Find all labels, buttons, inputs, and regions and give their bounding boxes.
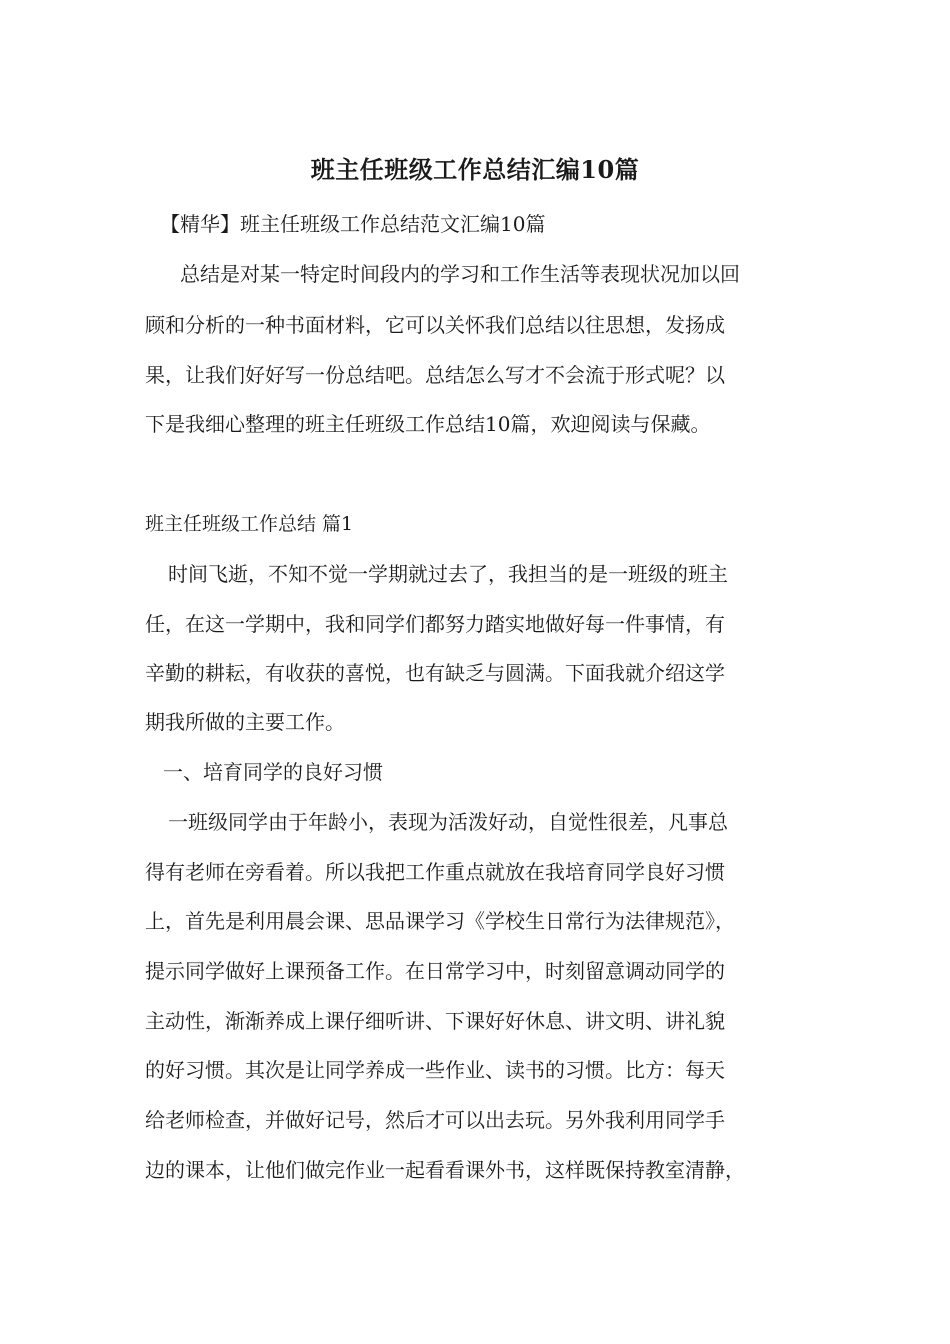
document-title: 班主任班级工作总结汇编10篇 <box>310 155 640 184</box>
section-paragraph-line: 时间飞逝，不知不觉一学期就过去了，我担当的是一班级的班主 <box>168 562 728 586</box>
body-line: 主动性，渐渐养成上课仔细听讲、下课好好休息、讲文明、讲礼貌 <box>145 1009 725 1033</box>
body-line: 一班级同学由于年龄小，表现为活泼好动，自觉性很差，凡事总 <box>168 810 728 834</box>
subheading: 一、培育同学的良好习惯 <box>163 760 383 784</box>
intro-line: 总结是对某一特定时间段内的学习和工作生活等表现状况加以回 <box>180 262 740 286</box>
body-line: 给老师检查，并做好记号，然后才可以出去玩。另外我利用同学手 <box>145 1108 725 1132</box>
intro-line: 顾和分析的一种书面材料，它可以关怀我们总结以往思想，发扬成 <box>145 313 725 337</box>
intro-line: 果，让我们好好写一份总结吧。总结怎么写才不会流于形式呢？以 <box>145 363 725 387</box>
section-paragraph-line: 任，在这一学期中，我和同学们都努力踏实地做好每一件事情，有 <box>145 612 725 636</box>
body-line: 边的课本，让他们做完作业一起看看课外书，这样既保持教室清静， <box>145 1158 745 1182</box>
section-heading: 班主任班级工作总结 篇1 <box>145 513 354 535</box>
document-subtitle: 【精华】班主任班级工作总结范文汇编10篇 <box>160 212 546 236</box>
section-paragraph-line: 期我所做的主要工作。 <box>145 710 345 734</box>
intro-line: 下是我细心整理的班主任班级工作总结10篇，欢迎阅读与保藏。 <box>145 412 711 436</box>
body-line: 提示同学做好上课预备工作。在日常学习中，时刻留意调动同学的 <box>145 959 725 983</box>
body-line: 上，首先是利用晨会课、思品课学习《学校生日常行为法律规范》， <box>145 909 735 933</box>
body-line: 的好习惯。其次是让同学养成一些作业、读书的习惯。比方：每天 <box>145 1058 725 1082</box>
body-line: 得有老师在旁看着。所以我把工作重点就放在我培育同学良好习惯 <box>145 860 725 884</box>
section-paragraph-line: 辛勤的耕耘，有收获的喜悦，也有缺乏与圆满。下面我就介绍这学 <box>145 661 725 685</box>
